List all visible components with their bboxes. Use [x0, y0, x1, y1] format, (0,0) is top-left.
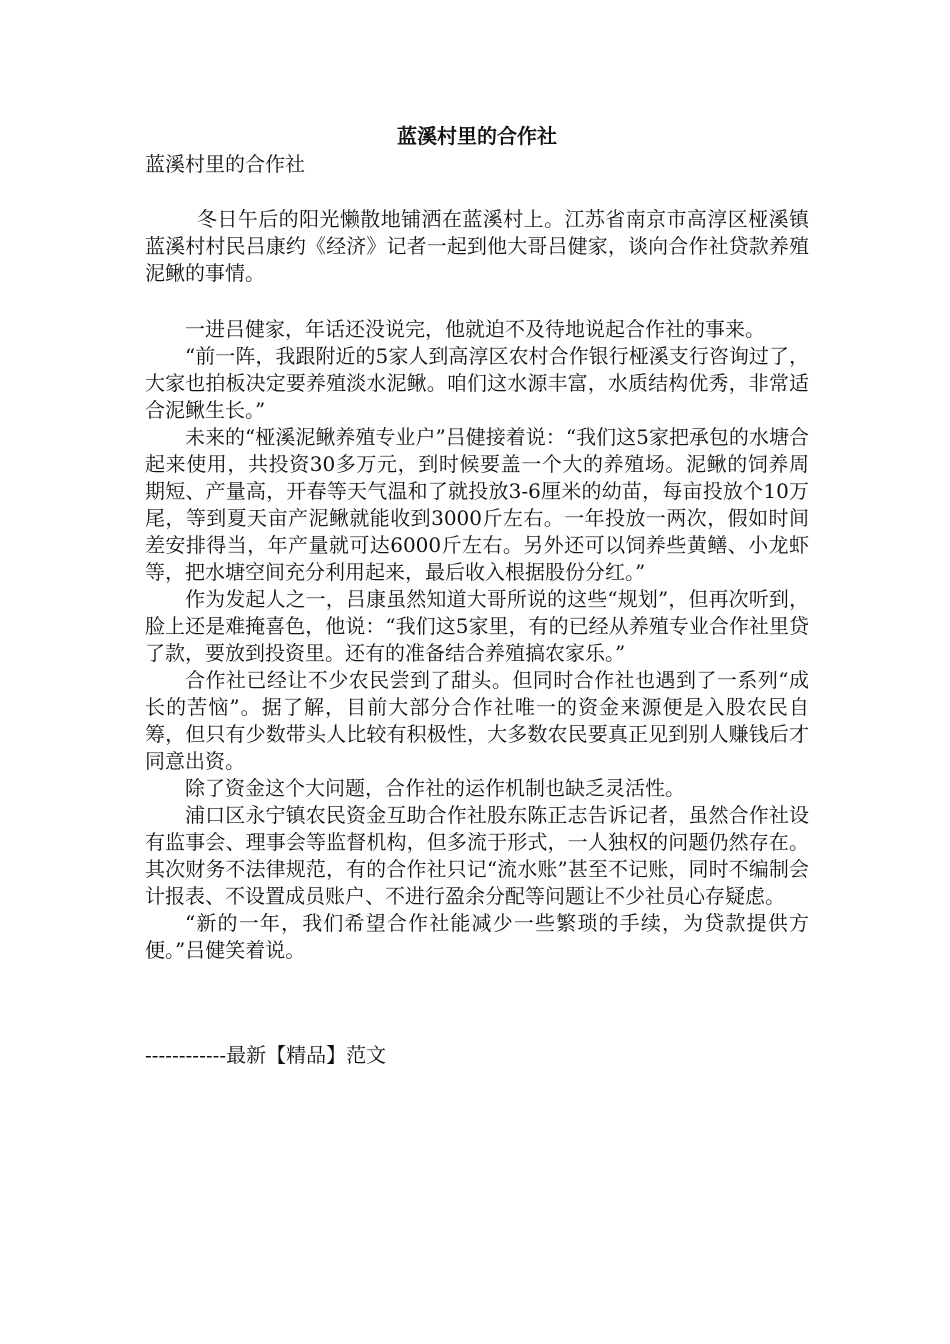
- paragraph-7: 除了资金这个大问题，合作社的运作机制也缺乏灵活性。: [185, 776, 685, 800]
- paragraph-5: 作为发起人之一，吕康虽然知道大哥所说的这些“规划”，但再次听到，脸上还是难掩喜色，他说：“我们这5家里，有的已经从养殖专业合作社里贷了款，要放到投资里。还有的准备结合养殖搞农家乐。”: [145, 587, 809, 665]
- paragraph-1: 冬日午后的阳光懒散地铺洒在蓝溪村上。江苏省南京市高淳区桠溪镇蓝溪村村民吕康约《经济》记者一起到他大哥吕健家，谈向合作社贷款养殖泥鳅的事情。: [145, 207, 809, 285]
- footer-text: ------------最新【精品】范文: [145, 1043, 387, 1067]
- paragraph-9: “新的一年，我们希望合作社能减少一些繁琐的手续，为贷款提供方便。”吕健笑着说。: [145, 911, 809, 962]
- paragraph-2: 一进吕健家，年话还没说完，他就迫不及待地说起合作社的事来。: [185, 317, 765, 341]
- paragraph-3: “前一阵，我跟附近的5家人到高淳区农村合作银行桠溪支行咨询过了，大家也拍板决定要养殖淡水泥鳅。咱们这水源丰富，水质结构优秀，非常适合泥鳅生长。”: [145, 344, 809, 422]
- document-subtitle: 蓝溪村里的合作社: [145, 152, 305, 176]
- paragraph-4: 未来的“桠溪泥鳅养殖专业户”吕健接着说：“我们这5家把承包的水塘合起来使用，共投资30多万元，到时候要盖一个大的养殖场。泥鳅的饲养周期短、产量高，开春等天气温和了就投放3-6厘米的幼苗，每亩投放个10万尾，等到夏天亩产泥鳅就能收到3000斤左右。一年投放一两次，假如时间差安排得当，年产量就可达6000斤左右。另外还可以饲养些黄鳝、小龙虾等，把水塘空间充分利用起来，最后收入根据股份分红。”: [145, 425, 809, 584]
- document-page: [145, 122, 809, 1069]
- paragraph-6: 合作社已经让不少农民尝到了甜头。但同时合作社也遇到了一系列“成长的苦恼”。据了解，目前大部分合作社唯一的资金来源便是入股农民自筹，但只有少数带头人比较有积极性，大多数农民要真正见到别人赚钱后才同意出资。: [145, 668, 809, 773]
- document-title: 蓝溪村里的合作社: [397, 124, 557, 148]
- paragraph-8: 浦口区永宁镇农民资金互助合作社股东陈正志告诉记者，虽然合作社设有监事会、理事会等监督机构，但多流于形式，一人独权的问题仍然存在。其次财务不法律规范，有的合作社只记“流水账”甚至不记账，同时不编制会计报表、不设置成员账户、不进行盈余分配等问题让不少社员心存疑虑。: [145, 803, 809, 908]
